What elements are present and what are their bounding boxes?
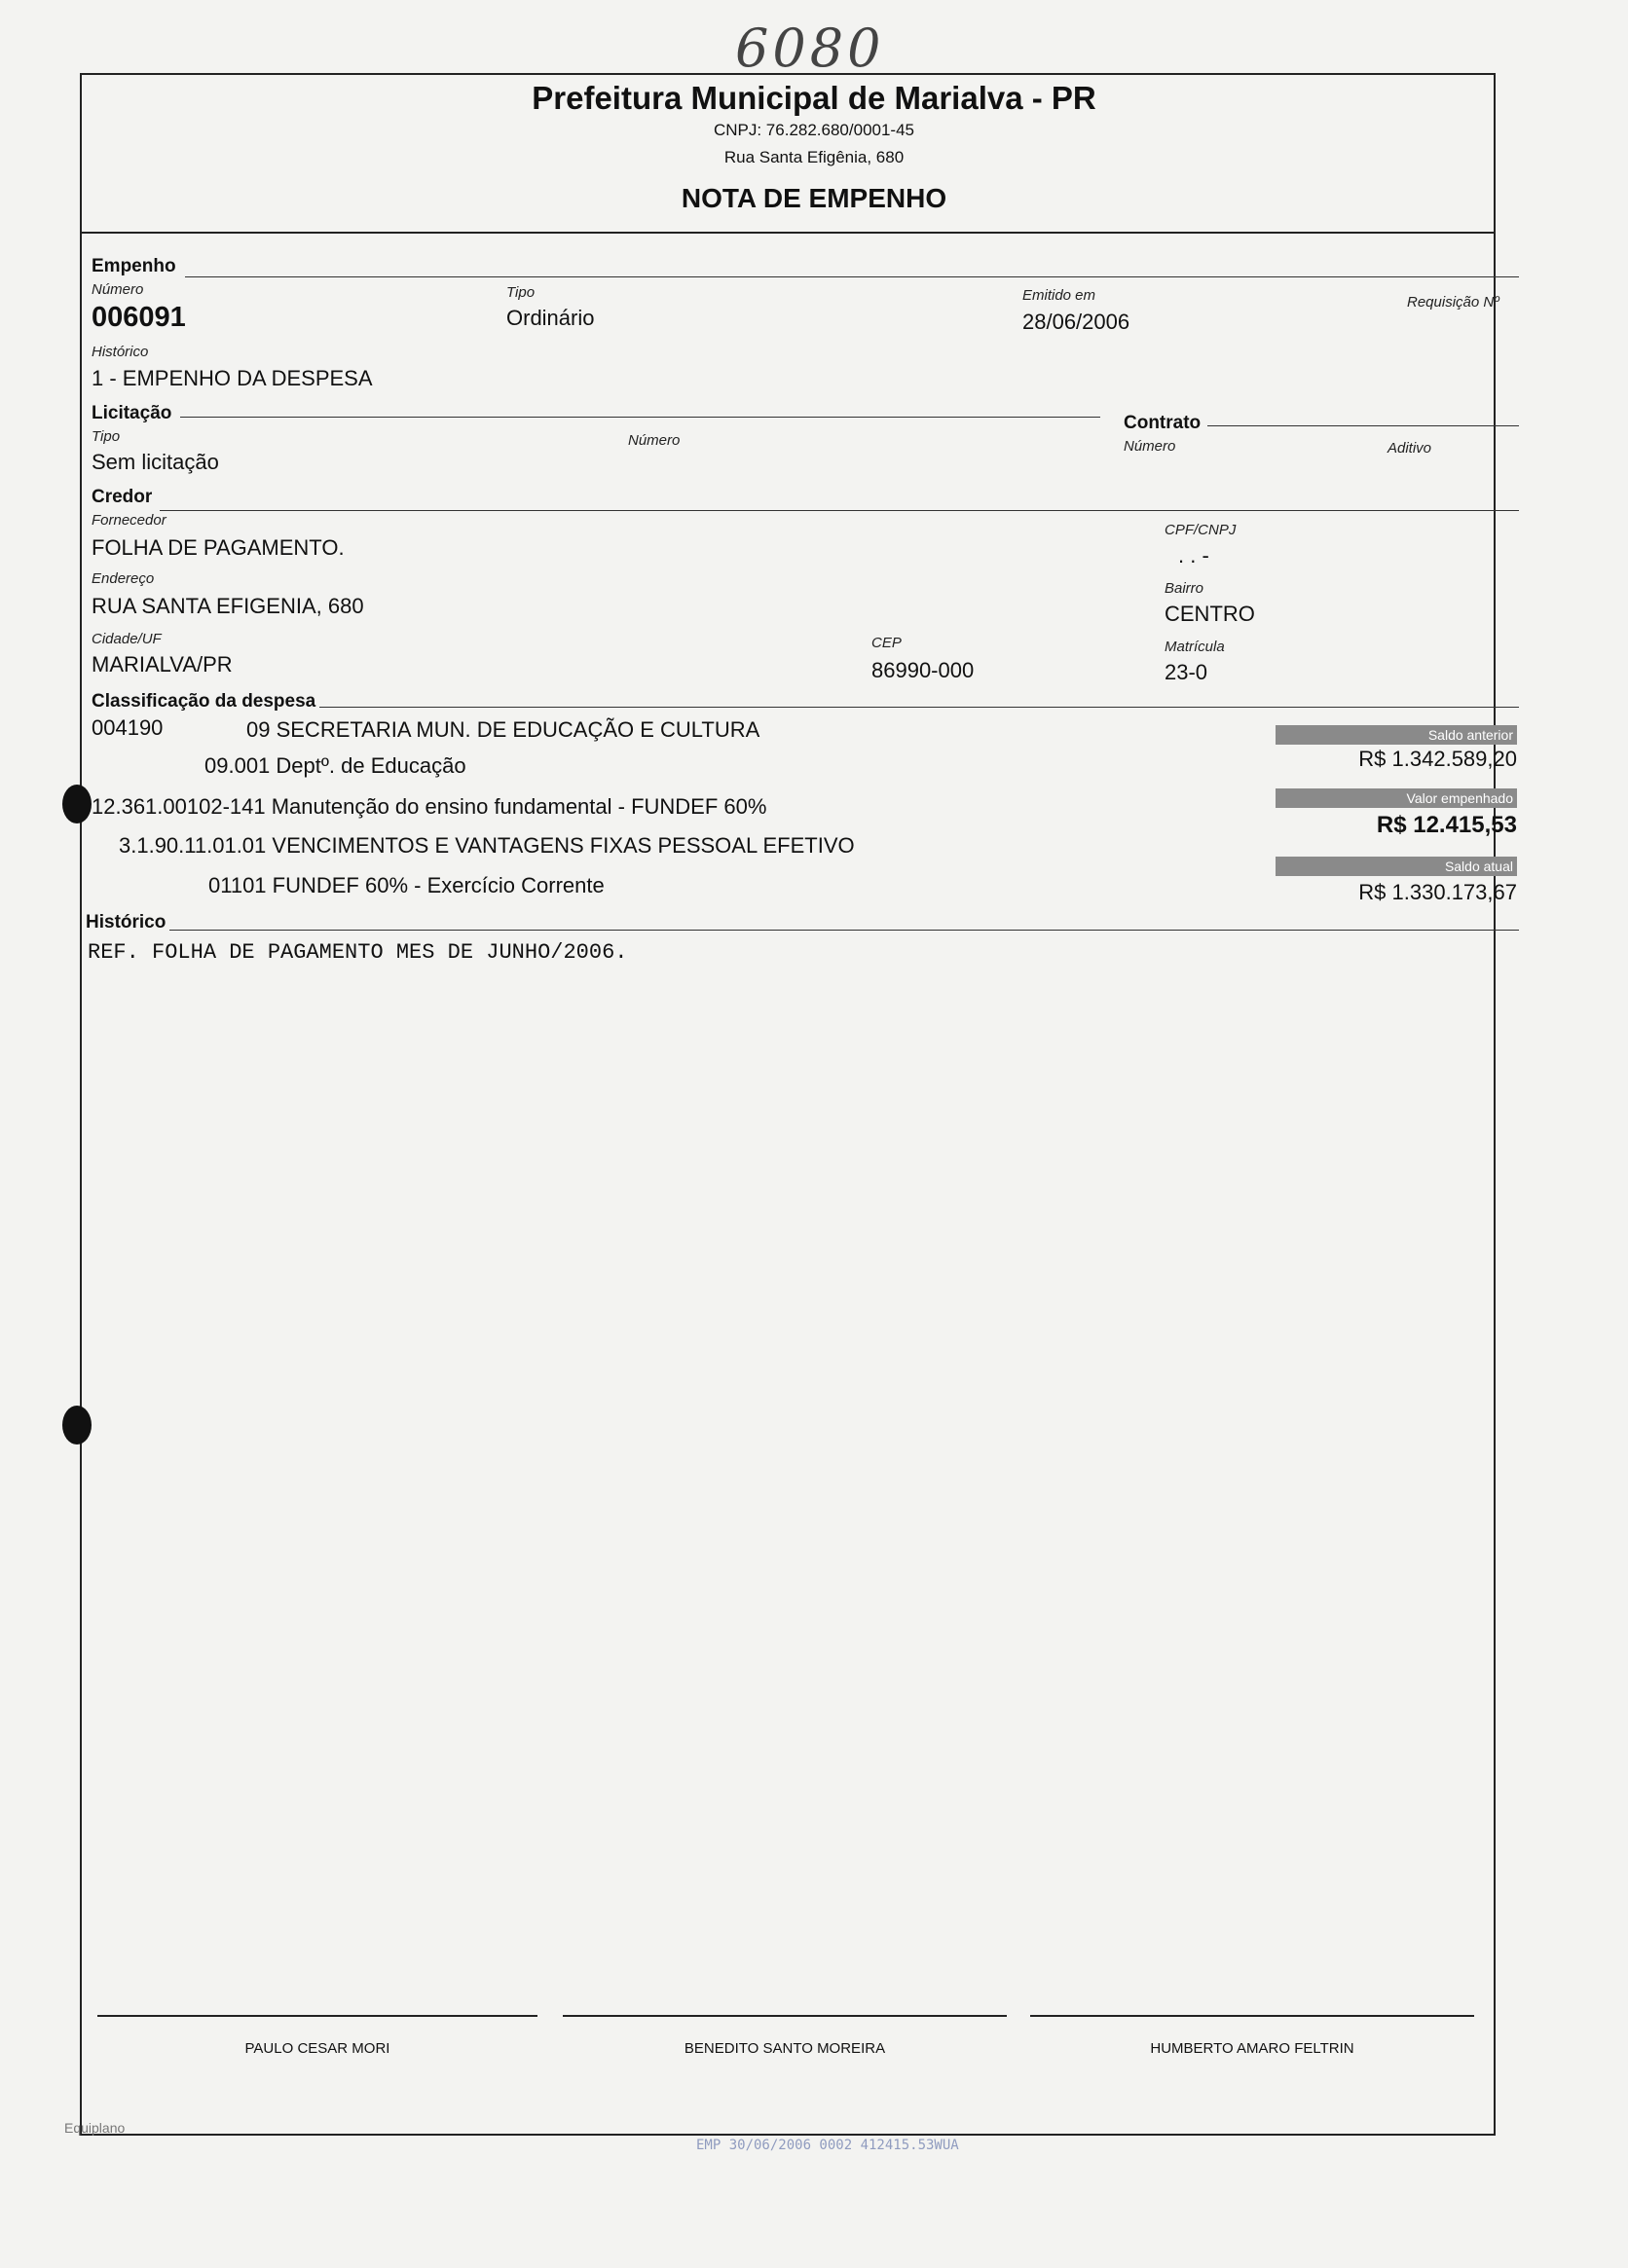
section-historico: Histórico — [86, 912, 166, 933]
cpf-value: . . - — [1178, 543, 1209, 567]
software-brand: Equiplano — [64, 2120, 126, 2136]
classificacao-orgao: 09 SECRETARIA MUN. DE EDUCAÇÃO E CULTURA — [246, 717, 760, 742]
fornecedor-label: Fornecedor — [92, 512, 166, 529]
saldo-anterior: R$ 1.342.589,20 — [1358, 747, 1517, 771]
section-empenho: Empenho — [92, 256, 176, 276]
empenho-historico-label: Histórico — [92, 344, 149, 360]
signature-line-3 — [1030, 2015, 1474, 2017]
emitido-label: Emitido em — [1022, 287, 1096, 304]
classificacao-natureza: 3.1.90.11.01.01 VENCIMENTOS E VANTAGENS FIXAS PESSOAL EFETIVO — [119, 833, 855, 858]
classificacao-fonte: 01101 FUNDEF 60% - Exercício Corrente — [208, 873, 605, 897]
valor-empenhado-bar: Valor empenhado — [1276, 788, 1517, 808]
saldo-atual: R$ 1.330.173,67 — [1358, 880, 1517, 904]
historico-rule — [169, 930, 1519, 931]
bairro: CENTRO — [1165, 602, 1255, 626]
licitacao-rule — [180, 417, 1100, 418]
signature-line-1 — [97, 2015, 537, 2017]
cidade-label: Cidade/UF — [92, 631, 162, 647]
empenho-numero-label: Número — [92, 281, 144, 298]
section-classificacao: Classificação da despesa — [92, 691, 316, 712]
requisicao-label: Requisição Nº — [1407, 294, 1499, 311]
endereco: RUA SANTA EFIGENIA, 680 — [92, 594, 364, 618]
valor-empenhado: R$ 12.415,53 — [1376, 812, 1517, 838]
contrato-rule — [1207, 425, 1519, 426]
section-contrato: Contrato — [1124, 413, 1202, 433]
contrato-aditivo-label: Aditivo — [1388, 440, 1432, 457]
licitacao-tipo: Sem licitação — [92, 450, 219, 474]
saldo-anterior-bar: Saldo anterior — [1276, 725, 1517, 745]
empenho-historico: 1 - EMPENHO DA DESPESA — [92, 366, 373, 390]
contrato-numero-label: Número — [1124, 438, 1176, 455]
section-credor: Credor — [92, 487, 153, 507]
licitacao-tipo-label: Tipo — [92, 428, 121, 445]
saldo-atual-bar: Saldo atual — [1276, 857, 1517, 876]
empenho-tipo: Ordinário — [506, 306, 595, 330]
header-address: Rua Santa Efigênia, 680 — [723, 148, 905, 166]
empenho-rule — [185, 276, 1519, 277]
cep-label: CEP — [871, 635, 902, 651]
fornecedor: FOLHA DE PAGAMENTO. — [92, 535, 345, 560]
document-title: NOTA DE EMPENHO — [681, 183, 947, 213]
handwritten-number: 6080 — [735, 18, 885, 79]
header-separator — [80, 232, 1494, 234]
section-licitacao: Licitação — [92, 403, 172, 423]
signature-name-3: HUMBERTO AMARO FELTRIN — [1150, 2040, 1354, 2057]
classificacao-rule — [319, 707, 1519, 708]
cnpj: CNPJ: 76.282.680/0001-45 — [713, 121, 915, 139]
licitacao-numero-label: Número — [628, 432, 681, 449]
bairro-label: Bairro — [1165, 580, 1204, 597]
endereco-label: Endereço — [92, 570, 155, 587]
historico-text: REF. FOLHA DE PAGAMENTO MES DE JUNHO/2006. — [88, 940, 628, 965]
matricula: 23-0 — [1165, 660, 1208, 684]
empenho-numero: 006091 — [92, 302, 186, 333]
emitido-date: 28/06/2006 — [1022, 310, 1130, 334]
cidade: MARIALVA/PR — [92, 652, 233, 677]
signature-line-2 — [563, 2015, 1007, 2017]
empenho-tipo-label: Tipo — [506, 284, 536, 301]
matricula-label: Matrícula — [1165, 639, 1225, 655]
classificacao-funcional: 12.361.00102-141 Manutenção do ensino fundamental - FUNDEF 60% — [92, 794, 767, 819]
signature-name-1: PAULO CESAR MORI — [244, 2040, 390, 2057]
page-title: Prefeitura Municipal de Marialva - PR — [532, 80, 1096, 116]
punch-hole-top — [62, 785, 92, 823]
cep: 86990-000 — [871, 658, 975, 682]
credor-rule — [160, 510, 1519, 511]
signature-name-2: BENEDITO SANTO MOREIRA — [684, 2040, 886, 2057]
mechanical-stamp: EMP 30/06/2006 0002 412415.53WUA — [696, 2138, 959, 2153]
classificacao-code: 004190 — [92, 715, 164, 740]
classificacao-unidade: 09.001 Deptº. de Educação — [204, 753, 466, 778]
cpf-label: CPF/CNPJ — [1165, 522, 1237, 538]
punch-hole-bottom — [62, 1406, 92, 1445]
